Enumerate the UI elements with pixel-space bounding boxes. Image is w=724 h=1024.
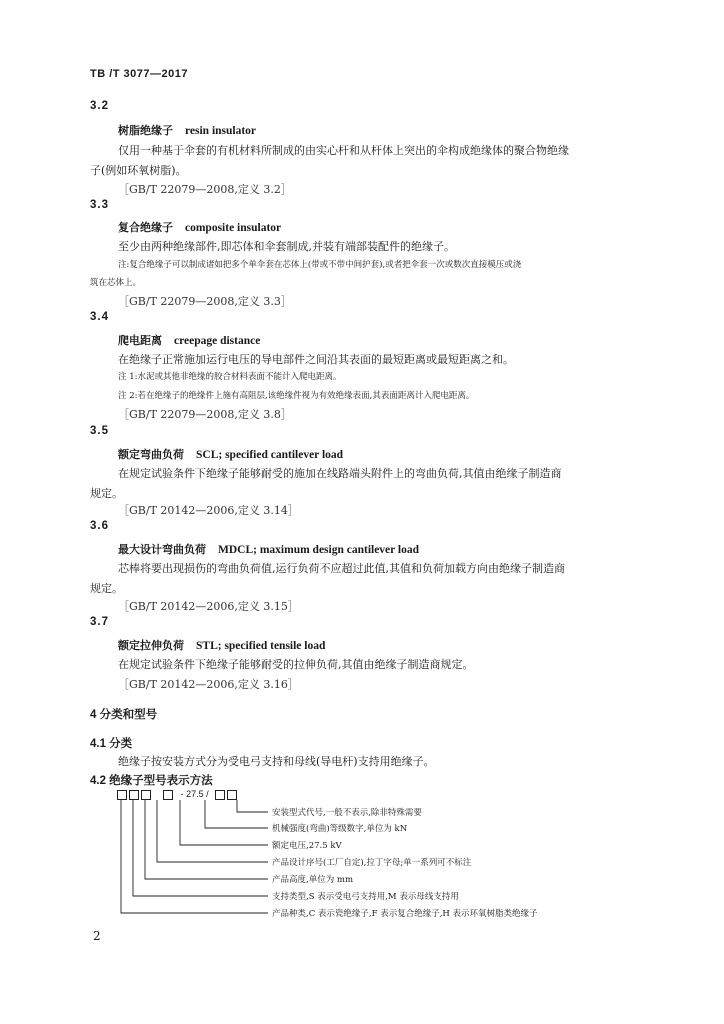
definition-text: 芯棒将要出现损伤的弯曲负荷值,运行负荷不应超过此值,其值和负荷加载方向由绝缘子制造商 xyxy=(118,562,565,575)
term-en: resin insulator xyxy=(185,125,257,137)
note-text: 注 1:水泥或其他非绝缘的胶合材料表面不能计入爬电距离。 xyxy=(118,372,342,382)
legend-item: 额定电压,27.5 kV xyxy=(272,841,342,851)
definition-text: 至少由两种绝缘部件,即芯体和伞套制成,并装有端部装配件的绝缘子。 xyxy=(118,240,455,253)
source-reference: ［GB/T 20142—2006,定义 3.15］ xyxy=(118,600,299,613)
legend-item: 产品设计序号(工厂自定),拉丁字母;单一系列可不标注 xyxy=(272,858,472,868)
code-voltage: - 27.5 / xyxy=(180,789,209,799)
term-zh: 最大设计弯曲负荷 xyxy=(118,543,206,556)
clause-number: 3.7 xyxy=(90,616,109,628)
legend-item: 产品种类,C 表示瓷绝缘子,F 表示复合绝缘子,H 表示环氧树脂类绝缘子 xyxy=(272,909,538,919)
source-reference: ［GB/T 20142—2006,定义 3.16］ xyxy=(118,678,299,691)
legend-item: 支持类型,S 表示受电弓支持用,M 表示母线支持用 xyxy=(272,892,459,902)
definition-text-cont: 规定。 xyxy=(90,582,123,595)
legend-item: 产品高度,单位为 mm xyxy=(272,875,354,885)
note-text: 注 2:若在绝缘子的绝缘件上施有高阻层,该绝缘件视为有效绝缘表面,其表面距离计入爬电距离。 xyxy=(118,391,475,401)
page-number: 2 xyxy=(93,929,101,943)
definition-text: 仅用一种基于伞套的有机材料所制成的由实心杆和从杆体上突出的伞构成绝缘体的聚合物绝缘 xyxy=(118,144,569,157)
source-reference: ［GB/T 20142—2006,定义 3.14］ xyxy=(118,504,299,517)
clause-number: 3.2 xyxy=(90,100,109,112)
term-zh: 复合绝缘子 xyxy=(118,221,173,234)
source-reference: ［GB/T 22079—2008,定义 3.3］ xyxy=(118,295,292,308)
term-en: SCL; specified cantilever load xyxy=(196,449,344,461)
definition-text: 在规定试验条件下绝缘子能够耐受的拉伸负荷,其值由绝缘子制造商规定。 xyxy=(118,658,474,671)
definition-text: 在绝缘子正常施加运行电压的导电部件之间沿其表面的最短距离或最短距离之和。 xyxy=(118,353,514,366)
clause-number: 3.5 xyxy=(90,425,109,437)
leader-line xyxy=(180,800,268,845)
subsection-heading: 4.2 绝缘子型号表示方法 xyxy=(90,775,213,787)
definition-text: 在规定试验条件下绝缘子能够耐受的施加在线路端头附件上的弯曲负荷,其值由绝缘子制造商 xyxy=(118,467,562,480)
definition-text-cont: 规定。 xyxy=(90,487,123,500)
term-en: creepage distance xyxy=(174,335,261,347)
section-heading: 4 分类和型号 xyxy=(90,709,158,721)
term-en: composite insulator xyxy=(185,222,282,234)
clause-number: 3.6 xyxy=(90,520,109,532)
term-zh: 额定拉伸负荷 xyxy=(118,639,184,652)
legend-item: 安装型式代号,一般不表示,除非特殊需要 xyxy=(272,808,422,818)
legend-item: 机械强度(弯曲)等级数字,单位为 kN xyxy=(272,824,408,834)
leader-line xyxy=(133,800,268,896)
note-text: 注:复合绝缘子可以制成诸如把多个单伞套在芯体上(带或不带中间护套),或者把伞套一次或数次直接模压或浇 xyxy=(118,260,522,270)
leader-line xyxy=(237,800,268,812)
subsection-heading: 4.1 分类 xyxy=(90,738,133,750)
term-en: STL; specified tensile load xyxy=(196,640,326,652)
note-text-cont: 筑在芯体上。 xyxy=(90,278,142,288)
leader-line xyxy=(157,800,268,862)
term-zh: 树脂绝缘子 xyxy=(118,124,173,137)
leader-line xyxy=(205,800,268,828)
clause-number: 3.3 xyxy=(90,199,109,211)
standard-header: TB /T 3077—2017 xyxy=(90,68,188,80)
term-en: MDCL; maximum design cantilever load xyxy=(218,544,420,556)
source-reference: ［GB/T 22079—2008,定义 3.2］ xyxy=(118,183,292,196)
clause-number: 3.4 xyxy=(90,311,109,323)
source-reference: ［GB/T 22079—2008,定义 3.8］ xyxy=(118,408,292,421)
term-zh: 额定弯曲负荷 xyxy=(118,448,184,461)
term-zh: 爬电距离 xyxy=(118,334,162,347)
classification-text: 绝缘子按安装方式分为受电弓支持和母线(导电杆)支持用绝缘子。 xyxy=(118,755,435,768)
definition-text-cont: 子(例如环氧树脂)。 xyxy=(90,164,187,177)
